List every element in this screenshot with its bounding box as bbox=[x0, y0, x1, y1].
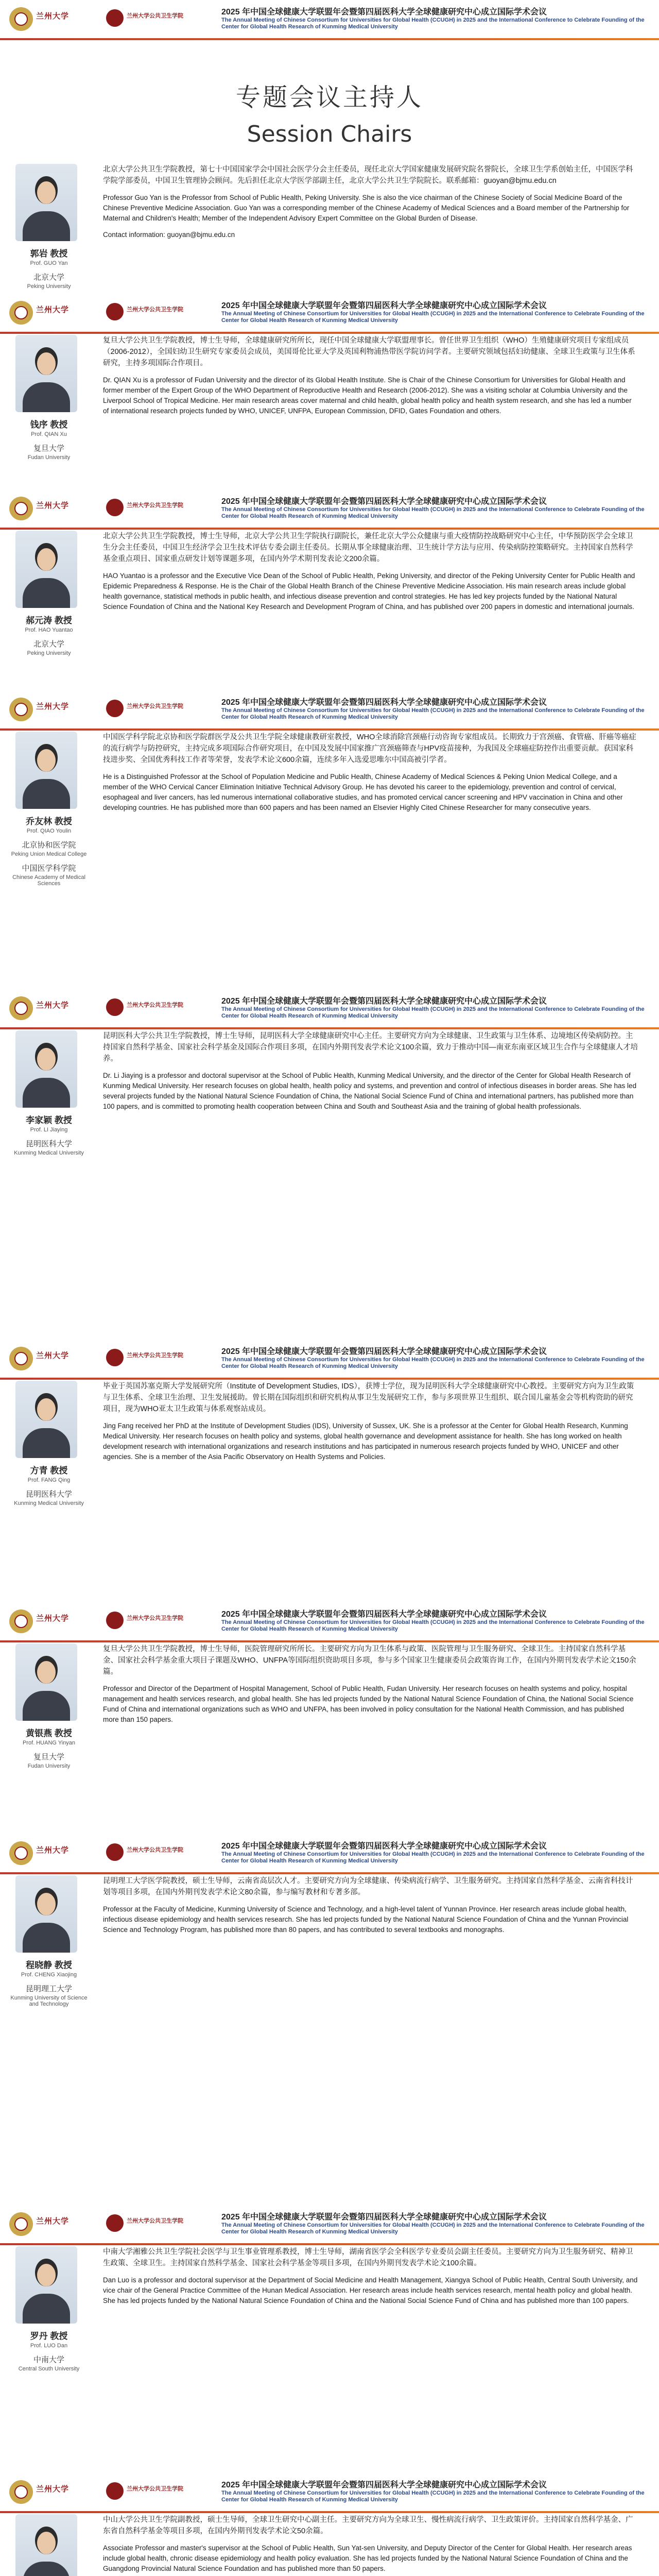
section-title-cn: 专题会议主持人 bbox=[235, 83, 423, 112]
chair-org2-en: Chinese Academy of Medical Sciences bbox=[12, 874, 85, 887]
school-logo-icon bbox=[106, 2214, 124, 2232]
chair-bio-en: Associate Professor and master's supervisor at the School of Public Health, Sun Yat-sen University, and Deputy Director of the Center for Global Health. Her research areas include global health, chronic disease epidemiology and health policy evaluation. She has led projects funded by the National Natural Science Foundation of China and the Guangdong Provincial Natural Science Foundation and has published more than 50 papers. bbox=[103, 2544, 632, 2572]
chair-org-en: Kunming Medical University bbox=[14, 1150, 84, 1156]
chair-org-cn: 北京大学 bbox=[33, 640, 64, 649]
conference-title-cn: 2025 年中国全球健康大学联盟年会暨第四届医科大学全球健康研究中心成立国际学术会议 bbox=[221, 1842, 547, 1851]
chair-photo bbox=[15, 1030, 77, 1108]
conference-title bbox=[221, 1607, 649, 1633]
school-logo-icon bbox=[106, 1843, 124, 1861]
chair-name-cn: 李家颖 教授 bbox=[26, 1115, 72, 1125]
conference-title-cn: 2025 年中国全球健康大学联盟年会暨第四届医科大学全球健康研究中心成立国际学术会议 bbox=[221, 2481, 547, 2489]
university-logo-icon bbox=[9, 301, 33, 325]
chair-org-en: Fudan University bbox=[27, 1763, 71, 1769]
chair-name-cn: 方青 教授 bbox=[30, 1466, 68, 1476]
chair-photo bbox=[15, 2246, 77, 2324]
conference-title bbox=[221, 5, 649, 30]
chair-name-block bbox=[10, 1958, 88, 2007]
chair-name-en: Prof. CHENG Xiaojing bbox=[21, 1972, 77, 1978]
chair-bio-en: Professor Guo Yan is the Professor from School of Public Health, Peking University. She is also the vice chairman of the Chinese Society of Social Medicine Board of the Chinese Preventive Medicine Association. Guo Yan was a corresponding member of the Chinese Academy of Medical Sciences and a Board member of the Partnership for Maternal and Children's Health; Member of the Independent Advisory Expert Committee on the Global Burden of Disease. bbox=[103, 194, 630, 222]
chair-bio-en: Dr. Li Jiaying is a professor and doctoral supervisor at the School of Public Health, Kunming Medical University, and the director of the Center for Global Health Research of Kunming Medical University. Her research focuses on global health, health policy and systems, and prevention and control of infectious diseases in border areas. She has led several projects funded by the National Natural Science Foundation of China, the National Social Science Fund of China and international partners, has published more than 100 papers, and is committed to promoting health cooperation between China and South and Southeast Asia and the training of global health professionals. bbox=[103, 1072, 637, 1110]
chair-bio-cn: 昆明理工大学医学院教授，硕士生导师，云南省高层次人才。主要研究方向为全球健康、传染病流行病学、卫生服务研究。主持国家自然科学基金、云南省科技计划等项目多项，在国内外期刊发表学术论文80余篇，参与编写教材和专著多部。 bbox=[103, 1877, 633, 1896]
school-logo-icon bbox=[106, 499, 124, 516]
chair-bio-en: Dan Luo is a professor and doctoral supervisor at the Department of Social Medicine and Health Management, Xiangya School of Public Health, Central South University, and vice chair of the General Practice Committee of the Hunan Medical Association. Her research areas include health services research, mental health policy and global health. She has led projects funded by the National Natural Science Foundation of China and the National Social Science Fund of China and has published more than 100 papers. bbox=[103, 2276, 638, 2304]
page-header bbox=[0, 0, 659, 43]
chair-bio-en: Dr. QIAN Xu is a professor of Fudan University and the director of its Global Health Institute. She is Chair of the Chinese Consortium for Universities for Global Health and former member of the Expert Group of the WHO Department of Reproductive Health and Research (2006-2012). She was a visiting scholar at Columbia University and the Liverpool School of Tropical Medicine. Her main research areas cover maternal and child health, global health policy and health system research, and she has led a number of international research projects funded by WHO, UNICEF, UNFPA, European Commission, DFID, Gates Foundation and others. bbox=[103, 376, 632, 415]
chair-name-block bbox=[10, 814, 88, 887]
chair-bio-en: Professor at the Faculty of Medicine, Kunming University of Science and Technology, and a high-level talent of Yunnan Province. Her research areas include global health, infectious disease epidemiology and health services research. She has led projects funded by the National Natural Science Foundation of China and the Yunnan Provincial Science and Technology Program, has published more than 80 papers, and has contributed to several textbooks and monographs. bbox=[103, 1905, 629, 1934]
conference-title-cn: 2025 年中国全球健康大学联盟年会暨第四届医科大学全球健康研究中心成立国际学术会议 bbox=[221, 8, 547, 16]
page-header bbox=[0, 1834, 659, 1877]
conference-title-cn: 2025 年中国全球健康大学联盟年会暨第四届医科大学全球健康研究中心成立国际学术会议 bbox=[221, 1610, 547, 1619]
header-logo-text-left: 兰州大学 bbox=[36, 1845, 70, 1855]
chair-name-en: Prof. LUO Dan bbox=[30, 2343, 68, 2349]
page-header bbox=[0, 2205, 659, 2248]
chair-name-en: Prof. LI Jiaying bbox=[30, 1127, 68, 1133]
conference-title-en: The Annual Meeting of Chinese Consortium for Universities for Global Health (CCUGH) in 2025 and the International Conference to Celebrate Founding of the Center for Global Health Research of Kunming Medical University bbox=[221, 707, 645, 720]
header-logo-text-right: 兰州大学公共卫生学院 bbox=[127, 703, 183, 709]
school-logo-icon bbox=[106, 998, 124, 1016]
header-divider bbox=[0, 528, 659, 530]
conference-title bbox=[221, 2210, 649, 2235]
chair-bio-cn: 中国医学科学院北京协和医学院群医学及公共卫生学院全球健康教研室教授，WHO全球消除宫颈癌行动咨询专家组成员。长期致力于宫颈癌、食管癌、肝癌等癌症的流行病学与防控研究，主持完成多项国际合作研究项目，在中国及发展中国家推广宫颈癌筛查与HPV疫苗接种，为我国及全球癌症防控作出重要贡献。获国家科技进步奖、全国优秀科技工作者等荣誉，发表学术论文600余篇，连续多年入选爱思唯尔中国高被引学者。 bbox=[103, 733, 636, 764]
university-logo-icon bbox=[9, 2212, 33, 2236]
page-header bbox=[0, 294, 659, 337]
header-logo-text-left: 兰州大学 bbox=[36, 305, 70, 314]
school-logo-icon bbox=[106, 1349, 124, 1366]
chair-name-block bbox=[10, 246, 88, 290]
chair-name-cn: 黄银燕 教授 bbox=[26, 1728, 72, 1738]
chair-photo bbox=[15, 531, 77, 608]
header-logo-text-left: 兰州大学 bbox=[36, 2216, 70, 2226]
header-divider bbox=[0, 728, 659, 731]
header-logo-text-left: 兰州大学 bbox=[36, 2484, 70, 2494]
chair-bio bbox=[103, 2246, 638, 2312]
chair-photo bbox=[15, 1875, 77, 1953]
conference-title-en: The Annual Meeting of Chinese Consortium for Universities for Global Health (CCUGH) in 2025 and the International Conference to Celebrate Founding of the Center for Global Health Research of Kunming Medical University bbox=[221, 1851, 645, 1864]
chair-org-en: Peking Union Medical College bbox=[11, 851, 87, 857]
chair-org-en: Peking University bbox=[27, 650, 71, 656]
chair-org-en: Kunming Medical University bbox=[14, 1500, 84, 1506]
conference-title bbox=[221, 495, 649, 520]
chair-name-cn: 程晓静 教授 bbox=[26, 1960, 72, 1970]
chair-name-en: Prof. HAO Yuantao bbox=[25, 627, 73, 633]
conference-title-cn: 2025 年中国全球健康大学联盟年会暨第四届医科大学全球健康研究中心成立国际学术会议 bbox=[221, 698, 547, 707]
conference-title-cn: 2025 年中国全球健康大学联盟年会暨第四届医科大学全球健康研究中心成立国际学术会议 bbox=[221, 2213, 547, 2222]
conference-title bbox=[221, 2478, 649, 2503]
chair-bio-cn: 复旦大学公共卫生学院教授，博士生导师，全球健康研究所所长，现任中国全球健康大学联盟理事长。曾任世界卫生组织（WHO）生殖健康研究项目专家组成员（2006-2012），全国妇幼卫生研究专家委员会成员，美国哥伦比亚大学及英国利物浦热带医学院访问学者。主要研究领域包括妇幼健康、全球卫生政策与卫生体系研究，主持多项国际合作项目。 bbox=[103, 336, 635, 367]
conference-title bbox=[221, 1839, 649, 1865]
header-divider bbox=[0, 2243, 659, 2245]
header-divider bbox=[0, 1640, 659, 1642]
chair-name-en: Prof. GUO Yan bbox=[30, 260, 68, 266]
university-logo-icon bbox=[9, 1609, 33, 1633]
chair-photo bbox=[15, 2514, 77, 2576]
conference-title bbox=[221, 1345, 649, 1370]
chair-name-en: Prof. HUANG Yinyan bbox=[22, 1740, 76, 1746]
chair-bio-cn: 北京大学公共卫生学院教授，第七十中国国家学会中国社会医学分会主任委员，现任北京大学国家健康发展研究院名誉院长，全球卫生学系创始主任，中国医学科学院学部委员，中国卫生管理协会顾问。先后担任北京大学医学部副主任，北京大学公共卫生学院院长。联系邮箱：guoyan@bjmu.edu.cn bbox=[103, 165, 633, 185]
chair-bio-cn: 北京大学公共卫生学院教授，博士生导师，北京大学公共卫生学院执行副院长，兼任北京大学公众健康与重大疫情防控战略研究中心主任，中华预防医学会全球卫生分会主任委员，中国卫生经济学会卫生技术评估专委会副主任委员。长期从事全球健康治理、卫生统计学方法与应用、传染病防控策略研究。主持国家自然科学基金重点项目、国家重点研发计划等课题多项，在国内外学术期刊发表论文200余篇。 bbox=[103, 532, 633, 563]
conference-title-cn: 2025 年中国全球健康大学联盟年会暨第四届医科大学全球健康研究中心成立国际学术会议 bbox=[221, 1347, 547, 1356]
school-logo-icon bbox=[106, 303, 124, 320]
page-header bbox=[0, 2473, 659, 2516]
chair-bio-en: He is a Distinguished Professor at the School of Population Medicine and Public Health, Chinese Academy of Medical Sciences & Peking Union Medical College, and a member of the WHO Cervical Cancer Elimination Initiative Technical Advisory Group. He has devoted his career to the epidemiology, prevention and control of cervical, esophageal and liver cancers, has led numerous international collaborative studies, and has promoted cervical cancer screening and HPV vaccination in China and other developing countries. He has published more than 600 papers and has been named an Elsevier Highly Cited Chinese Researcher for many consecutive years. bbox=[103, 773, 623, 811]
chair-bio bbox=[103, 1381, 638, 1468]
conference-title-en: The Annual Meeting of Chinese Consortium for Universities for Global Health (CCUGH) in 2025 and the International Conference to Celebrate Founding of the Center for Global Health Research of Kunming Medical University bbox=[221, 311, 645, 324]
school-logo-icon bbox=[106, 700, 124, 717]
conference-title-en: The Annual Meeting of Chinese Consortium for Universities for Global Health (CCUGH) in 2025 and the International Conference to Celebrate Founding of the Center for Global Health Research of Kunming Medical University bbox=[221, 1006, 645, 1019]
conference-title-cn: 2025 年中国全球健康大学联盟年会暨第四届医科大学全球健康研究中心成立国际学术会议 bbox=[221, 301, 547, 310]
chair-org-cn: 复旦大学 bbox=[33, 1753, 64, 1761]
header-divider bbox=[0, 1378, 659, 1380]
chair-name-cn: 钱序 教授 bbox=[30, 420, 68, 430]
page-header bbox=[0, 989, 659, 1032]
conference-title bbox=[221, 299, 649, 324]
header-logo-text-right: 兰州大学公共卫生学院 bbox=[127, 13, 183, 19]
chair-name-en: Prof. QIAN Xu bbox=[31, 431, 67, 437]
school-logo-icon bbox=[106, 9, 124, 27]
chair-name-en: Prof. FANG Qing bbox=[27, 1477, 71, 1483]
page-header bbox=[0, 1340, 659, 1383]
chair-photo bbox=[15, 732, 77, 809]
chair-bio bbox=[103, 1643, 638, 1731]
chair-bio bbox=[103, 531, 638, 618]
header-logo-text-left: 兰州大学 bbox=[36, 1001, 70, 1010]
university-logo-icon bbox=[9, 698, 33, 721]
chair-bio-cn: 昆明医科大学公共卫生学院教授，博士生导师，昆明医科大学全球健康研究中心主任。主要研究方向为全球健康、卫生政策与卫生体系、边境地区传染病防控。主持国家自然科学基金、国家社会科学基金及国际合作项目多项，在国内外期刊发表学术论文100余篇，致力于推动中国—南亚东南亚区域卫生合作与全球健康人才培养。 bbox=[103, 1032, 638, 1063]
chair-org-cn: 昆明理工大学 bbox=[25, 1985, 72, 1993]
chair-photo bbox=[15, 1381, 77, 1458]
header-logo-text-left: 兰州大学 bbox=[36, 1351, 70, 1360]
header-logo-text-right: 兰州大学公共卫生学院 bbox=[127, 1847, 183, 1853]
chair-bio-en: HAO Yuantao is a professor and the Executive Vice Dean of the School of Public Health, Peking University, and director of the Peking University Center for Public Health and Epidemic Preparedness & Response. He is the Chair of the Global Health Branch of the Chinese Preventive Medicine Association. His main research areas include global health governance, statistical methods in public health, and infectious disease prevention and control strategies. He has led key projects funded by the National Natural Science Foundation of China and the National Key Research and Development Program of China, and has published over 200 papers in domestic and international journals. bbox=[103, 572, 635, 611]
chair-bio-en: Professor and Director of the Department of Hospital Management, School of Public Health, Fudan University. Her research focuses on health systems and policy, hospital management and health services research, and global health. She has led projects funded by the National Natural Science Foundation of China, the National Social Science Fund of China and international organizations such as WHO and UNFPA, has been involved in policy consultation for the National Health Commission, and has published more than 150 papers. bbox=[103, 1685, 634, 1723]
page-header bbox=[0, 489, 659, 533]
chair-name-block bbox=[10, 417, 88, 461]
university-logo-icon bbox=[9, 996, 33, 1020]
header-divider bbox=[0, 1872, 659, 1874]
section-title bbox=[0, 77, 659, 147]
chair-name-cn: 乔友林 教授 bbox=[26, 817, 72, 826]
conference-title bbox=[221, 696, 649, 721]
chair-bio bbox=[103, 732, 638, 819]
header-logo-text-left: 兰州大学 bbox=[36, 501, 70, 510]
chair-name-block bbox=[10, 2329, 88, 2372]
chair-name-block bbox=[10, 1463, 88, 1506]
chair-bio bbox=[103, 335, 638, 422]
chair-name-block bbox=[10, 1113, 88, 1156]
chair-bio bbox=[103, 2514, 638, 2576]
header-logo-text-right: 兰州大学公共卫生学院 bbox=[127, 1352, 183, 1359]
header-divider bbox=[0, 2511, 659, 2513]
chair-name-block bbox=[10, 1726, 88, 1769]
chair-org-en: Fudan University bbox=[27, 454, 71, 461]
header-logo-text-right: 兰州大学公共卫生学院 bbox=[127, 2218, 183, 2224]
chair-bio-cn: 中山大学公共卫生学院副教授，硕士生导师，全球卫生研究中心副主任。主要研究方向为全球卫生、慢性病流行病学、卫生政策评价。主持国家自然科学基金、广东省自然科学基金等项目多项，在国内外期刊发表学术论文50余篇。 bbox=[103, 2516, 633, 2535]
chair-org-en: Central South University bbox=[18, 2366, 80, 2372]
conference-title-en: The Annual Meeting of Chinese Consortium for Universities for Global Health (CCUGH) in 2025 and the International Conference to Celebrate Founding of the Center for Global Health Research of Kunming Medical University bbox=[221, 1357, 645, 1369]
chair-name-cn: 郝元涛 教授 bbox=[26, 616, 72, 625]
chair-name-cn: 罗丹 教授 bbox=[30, 2331, 68, 2341]
chair-name-cn: 郭岩 教授 bbox=[30, 249, 68, 259]
chair-bio-cn: 中南大学湘雅公共卫生学院社会医学与卫生事业管理系教授，博士生导师，湖南省医学会全科医学专业委员会副主任委员。主要研究方向为卫生服务研究、精神卫生政策、全球卫生。主持国家自然科学基金、国家社会科学基金等项目多项，在国内外期刊发表学术论文100余篇。 bbox=[103, 2248, 633, 2267]
chair-name-en: Prof. QIAO Youlin bbox=[26, 828, 72, 834]
chair-org-en: Peking University bbox=[27, 283, 71, 290]
conference-title-en: The Annual Meeting of Chinese Consortium for Universities for Global Health (CCUGH) in 2025 and the International Conference to Celebrate Founding of the Center for Global Health Research of Kunming Medical University bbox=[221, 2490, 645, 2503]
chair-org-cn: 昆明医科大学 bbox=[25, 1490, 72, 1499]
chair-photo bbox=[15, 335, 77, 412]
chair-bio bbox=[103, 164, 638, 246]
chair-bio bbox=[103, 1875, 638, 1941]
school-logo-icon bbox=[106, 2482, 124, 2500]
chair-bio-en: Jing Fang received her PhD at the Institute of Development Studies (IDS), University of Sussex, UK. She is a professor at the Center for Global Health Research, Kunming Medical University. Her research focuses on health policy and systems, global health governance and development assistance for health. She has long worked on health development research with international organizations and research institutions and has participated in numerous research projects funded by WHO, UNICEF and other agencies. She is a member of the Asia Pacific Observatory on Health Systems and Policies. bbox=[103, 1422, 628, 1461]
chair-photo bbox=[15, 164, 77, 241]
chair-org-cn: 中南大学 bbox=[33, 2355, 64, 2364]
university-logo-icon bbox=[9, 1347, 33, 1370]
chair-name-block bbox=[10, 613, 88, 656]
chair-bio bbox=[103, 1030, 638, 1118]
conference-title-cn: 2025 年中国全球健康大学联盟年会暨第四届医科大学全球健康研究中心成立国际学术会议 bbox=[221, 497, 547, 506]
header-logo-text-right: 兰州大学公共卫生学院 bbox=[127, 307, 183, 313]
header-logo-text-right: 兰州大学公共卫生学院 bbox=[127, 502, 183, 509]
header-logo-text-left: 兰州大学 bbox=[36, 1614, 70, 1623]
chair-org2-cn: 中国医学科学院 bbox=[22, 864, 76, 873]
header-divider bbox=[0, 38, 659, 40]
header-logo-text-right: 兰州大学公共卫生学院 bbox=[127, 1615, 183, 1621]
chair-org-cn: 复旦大学 bbox=[33, 444, 64, 453]
chair-org-en: Kunming University of Science and Technology bbox=[10, 1995, 88, 2007]
chair-org-cn: 北京协和医学院 bbox=[22, 841, 76, 850]
conference-title-en: The Annual Meeting of Chinese Consortium for Universities for Global Health (CCUGH) in 2025 and the International Conference to Celebrate Founding of the Center for Global Health Research of Kunming Medical University bbox=[221, 2222, 645, 2235]
chair-bio-cn: 复旦大学公共卫生学院教授，博士生导师，医院管理研究所所长。主要研究方向为卫生体系与政策、医院管理与卫生服务研究、全球卫生。主持国家自然科学基金、国家社会科学基金重大项目子课题及WHO、UNFPA等国际组织资助项目多项，参与多个国家卫生健康委员会政策咨询工作，在国内外期刊发表学术论文150余篇。 bbox=[103, 1645, 636, 1676]
conference-title-en: The Annual Meeting of Chinese Consortium for Universities for Global Health (CCUGH) in 2025 and the International Conference to Celebrate Founding of the Center for Global Health Research of Kunming Medical University bbox=[221, 506, 645, 519]
conference-title-en: The Annual Meeting of Chinese Consortium for Universities for Global Health (CCUGH) in 2025 and the International Conference to Celebrate Founding of the Center for Global Health Research of Kunming Medical University bbox=[221, 1619, 645, 1632]
university-logo-icon bbox=[9, 2480, 33, 2504]
header-divider bbox=[0, 1027, 659, 1029]
header-logo-text-right: 兰州大学公共卫生学院 bbox=[127, 2486, 183, 2492]
university-logo-icon bbox=[9, 497, 33, 520]
section-title-en: Session Chairs bbox=[247, 121, 412, 147]
header-logo-text-left: 兰州大学 bbox=[36, 11, 70, 21]
chair-org-cn: 北京大学 bbox=[33, 273, 64, 282]
chair-contact: Contact information: guoyan@bjmu.edu.cn bbox=[103, 231, 235, 239]
header-divider bbox=[0, 332, 659, 334]
school-logo-icon bbox=[106, 1612, 124, 1629]
page-header bbox=[0, 1602, 659, 1646]
conference-title bbox=[221, 994, 649, 1020]
conference-title-cn: 2025 年中国全球健康大学联盟年会暨第四届医科大学全球健康研究中心成立国际学术会议 bbox=[221, 997, 547, 1006]
conference-title-en: The Annual Meeting of Chinese Consortium for Universities for Global Health (CCUGH) in 2025 and the International Conference to Celebrate Founding of the Center for Global Health Research of Kunming Medical University bbox=[221, 17, 645, 30]
university-logo-icon bbox=[9, 7, 33, 31]
header-logo-text-left: 兰州大学 bbox=[36, 702, 70, 711]
university-logo-icon bbox=[9, 1841, 33, 1865]
chair-org-cn: 昆明医科大学 bbox=[25, 1140, 72, 1148]
page-header bbox=[0, 690, 659, 734]
header-logo-text-right: 兰州大学公共卫生学院 bbox=[127, 1002, 183, 1008]
chair-photo bbox=[15, 1643, 77, 1721]
chair-bio-cn: 毕业于英国苏塞克斯大学发展研究所（Institute of Development Studies, IDS），获博士学位，现为昆明医科大学全球健康研究中心教授。主要研究方向为卫生政策与卫生体系、全球卫生治理、卫生发展援助。曾长期在国际组织和研究机构从事卫生发展研究工作，参与多项世界卫生组织、联合国儿童基金会等机构资助的研究项目，现为WHO亚太卫生政策与体系观察站成员。 bbox=[103, 1382, 634, 1413]
